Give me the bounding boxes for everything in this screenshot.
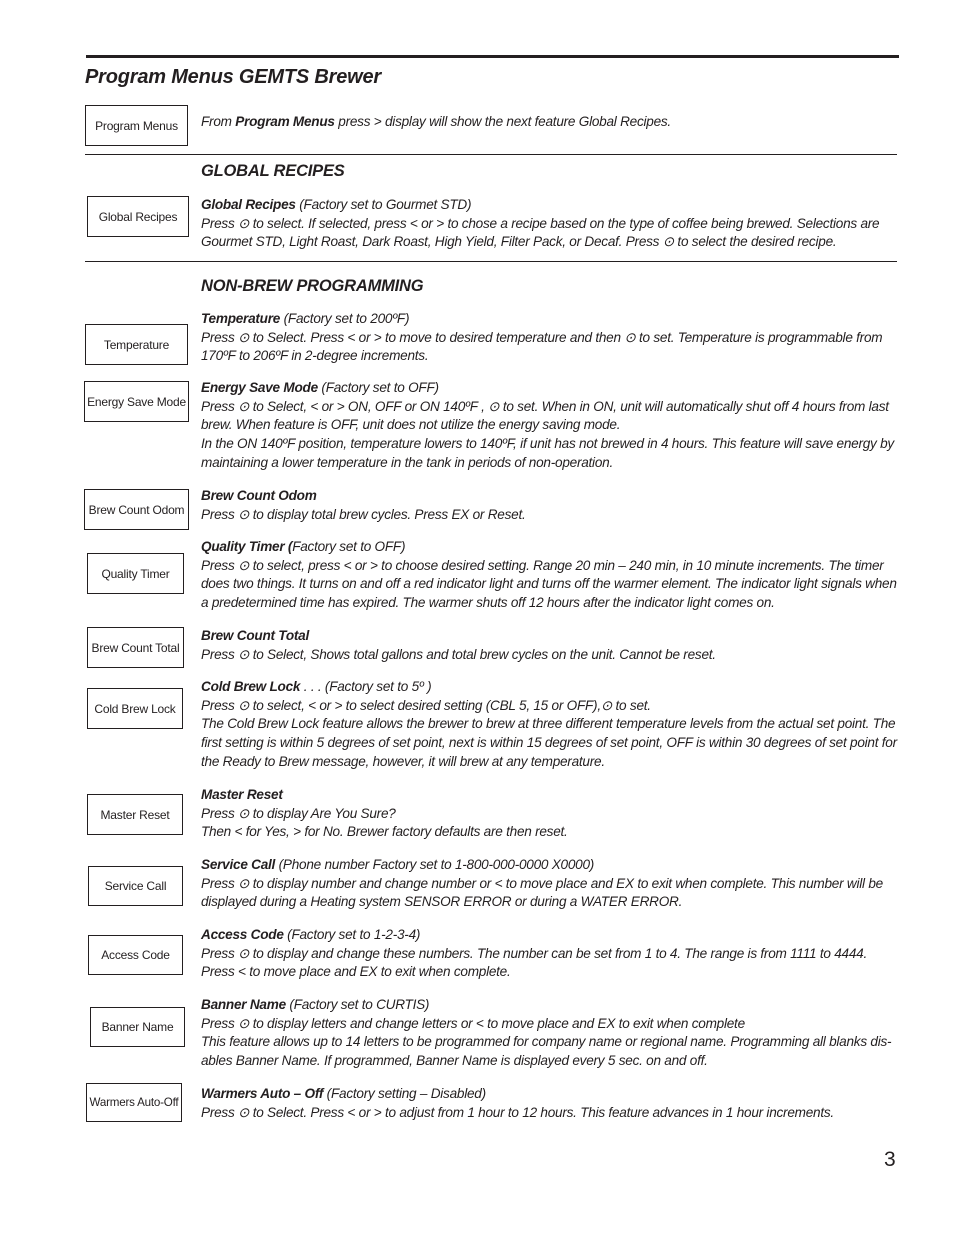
key-warmers-auto-off: Warmers Auto-Off [86,1083,182,1122]
item-default: (Factory set to 1-2-3-4) [283,927,421,942]
item-line: This feature allows up to 14 letters to be programmed for company name or regional name. Programming all blanks dis-ables Banner Name. If programmed, Banner Name is displayed every 5 sec. on and off. [201,1034,892,1069]
item-line: Press ⊙ to display Are You Sure? [201,805,396,821]
item-line: Press ⊙ to display letters and change letters or < to move place and EX to exit when complete [201,1015,745,1031]
item-line: Press ⊙ to display total brew cycles. Press EX or Reset. [201,506,526,522]
item-title: Global Recipes [201,197,296,212]
item-title: Access Code [201,927,284,942]
item-line: Then < for Yes, > for No. Brewer factory defaults are then reset. [201,824,568,840]
item-default: (Factory set to 200ºF) [280,311,410,326]
item-line: Press ⊙ to select, < or > to select desired setting (CBL 5, 15 or OFF),⊙ to set. [201,697,651,713]
item-cold-brew-lock [201,678,901,772]
item-line: Press ⊙ to Select, < or > ON, OFF or ON 140ºF , ⊙ to set. When in ON, unit will automatically shut off 4 hours from last brew. When feature is OFF, unit does not utilize the energy saving mode. [201,398,889,433]
item-title: Quality Timer ( [201,539,293,554]
section-heading-global-recipes: GLOBAL RECIPES [201,162,345,180]
item-default: (Phone number Factory set to 1-800-000-0000 X0000) [275,857,595,872]
top-rule [86,55,899,58]
key-global-recipes: Global Recipes [87,196,189,237]
item-brew-count-total [201,627,901,664]
item-line: The Cold Brew Lock feature allows the brewer to brew at three different temperature levels from the actual set point. The first setting is within 5 degrees of set point, next is within 15 degrees of set point, OFF is within 30 degrees of set point for the Ready to Brew message, however, it will brew at any temperature. [201,716,897,769]
item-title: Cold Brew Lock [201,679,301,694]
item-line: Press ⊙ to display number and change number or < to move place and EX to exit when complete. This number will be displayed during a Heating system SENSOR ERROR or during a WATER ERROR. [201,875,883,910]
section-divider [85,154,897,155]
key-brew-count-total: Brew Count Total [87,627,184,668]
item-line: Press ⊙ to select, press < or > to choose desired setting. Range 20 min – 240 min, in 10 minute increments. The timer does two things. It turns on and off a red indicator light and turns off the warmer element. The indicator light signals when a predetermined time has expired. The warmer shuts off 12 hours after the indicator light comes on. [201,557,897,611]
item-default: (Factory set to CURTIS) [285,997,430,1012]
item-banner-name [201,996,901,1071]
item-temperature [201,310,901,366]
section-heading-non-brew: NON-BREW PROGRAMMING [201,277,424,295]
item-master-reset [201,786,901,842]
item-line: In the ON 140ºF position, temperature lowers to 140ºF, if unit has not brewed in 4 hours. This feature will save energy by maintaining a lower temperature in the tank in periods of non-operation. [201,436,894,470]
item-line: Press ⊙ to select. If selected, press < or > to chose a recipe based on the type of coffee being brewed. Selections are Gourmet STD, Light Roast, Dark Roast, High Yield, Filter Pack, or Decaf. Press ⊙ to select the desired recipe. [201,215,880,250]
item-default: (Factory setting – Disabled) [323,1086,486,1101]
item-line: Press ⊙ to display and change these numbers. The number can be set from 1 to 4. The range is from 1111 to 4444. Press < to move place and EX to exit when complete. [201,945,867,980]
item-title: Temperature [201,311,281,326]
item-quality-timer [201,538,901,613]
key-banner-name: Banner Name [90,1007,185,1047]
item-line: Press ⊙ to Select, Shows total gallons and total brew cycles on the unit. Cannot be reset. [201,646,716,662]
item-default: . . . (Factory set to 5º ) [300,679,432,694]
item-energy-save-mode [201,379,901,473]
key-brew-count-odom: Brew Count Odom [84,489,189,530]
key-quality-timer: Quality Timer [87,553,184,594]
item-title: Energy Save Mode [201,380,318,395]
item-warmers-auto-off [201,1085,901,1122]
item-default: (Factory set to OFF) [317,380,439,395]
item-title: Master Reset [201,787,283,802]
item-title: Banner Name [201,997,286,1012]
key-master-reset: Master Reset [87,794,183,835]
key-access-code: Access Code [88,935,183,975]
item-default: (Factory set to Gourmet STD) [295,197,472,212]
key-cold-brew-lock: Cold Brew Lock [87,688,183,729]
item-default: Factory set to OFF) [292,539,406,554]
page-title: Program Menus GEMTS Brewer [85,66,381,88]
key-temperature: Temperature [85,324,188,365]
section-divider [85,261,897,262]
item-title: Brew Count Odom [201,488,317,503]
key-energy-save-mode: Energy Save Mode [84,381,189,422]
page-number: 3 [884,1148,896,1171]
item-title: Brew Count Total [201,628,310,643]
key-program-menus: Program Menus [85,105,188,146]
intro-text: From Program Menus press > display will show the next feature Global Recipes. [201,114,671,129]
key-service-call: Service Call [88,866,183,906]
item-line: Press ⊙ to Select. Press < or > to move to desired temperature and then ⊙ to set. Temperature is programmable from 170ºF to 206ºF in 2-degree increments. [201,329,883,364]
item-access-code [201,926,901,982]
item-global-recipes [201,196,901,252]
item-brew-count-odom [201,487,901,524]
item-line: Press ⊙ to Select. Press < or > to adjust from 1 hour to 12 hours. This feature advances in 1 hour increments. [201,1104,834,1120]
item-service-call [201,856,901,912]
item-title: Service Call [201,857,276,872]
item-title: Warmers Auto – Off [201,1086,324,1101]
